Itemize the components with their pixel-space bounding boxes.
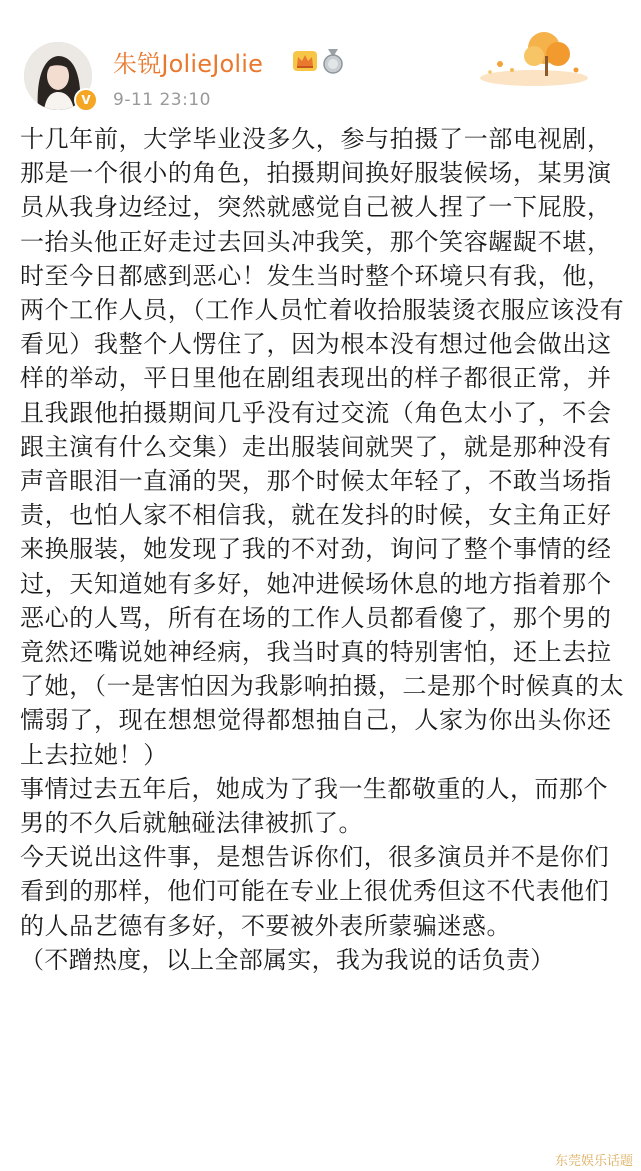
author-name[interactable]: 朱锐JolieJolie — [113, 50, 264, 78]
medal-icon[interactable] — [321, 48, 345, 74]
post-body — [20, 122, 625, 977]
autumn-tree-decoration — [478, 26, 590, 88]
verified-v-icon: V — [74, 88, 98, 112]
watermark: 东莞娱乐话题 — [554, 1154, 633, 1169]
crown-icon[interactable] — [292, 49, 318, 73]
post-paragraph: 事情过去五年后，她成为了我一生都敬重的人，而那个男的不久后就触碰法律被抓了。 — [20, 774, 608, 838]
post-paragraph: 十几年前，大学毕业没多久，参与拍摄了一部电视剧，那是一个很小的角色，拍摄期间换好服装候场，某男演员从我身边经过，突然就感觉自己被人捏了一下屁股，一抬头他正好走过去回头冲我笑，那个笑容龌龊不堪，时至今日都感到恶心！发生当时整个环境只有我，他，两个工作人员，（工作人员忙着收拾服装烫衣服应该没有看见）我整个人愣住了，因为根本没有想过他会做出这样的举动，平日里他在剧组表现出的样子都很正常，并且我跟他拍摄期间几乎没有过交流（角色太小了，不会跟主演有什么交集）走出服装间就哭了，就是那种没有声音眼泪一直涌的哭，那个时候太年轻了，不敢当场指责，也怕人家不相信我，就在发抖的时候，女主角正好来换服装，她发现了我的不对劲，询问了整个事情的经过，天知道她有多好，她冲进候场休息的地方指着那个恶心的人骂，所有在场的工作人员都看傻了，那个男的竟然还嘴说她神经病，我当时真的特别害怕，还上去拉了她，（一是害怕因为我影响拍摄，二是那个时候真的太懦弱了，现在想想觉得都想抽自己，人家为你出头你还上去拉她！） — [20, 125, 625, 769]
post-paragraph: （不蹭热度，以上全部属实，我为我说的话负责） — [20, 945, 555, 974]
post-timestamp: 9-11 23:10 — [113, 90, 211, 110]
post-paragraph: 今天说出这件事，是想告诉你们，很多演员并不是你们看到的那样，他们可能在专业上很优秀但这不代表他们的人品艺德有多好，不要被外表所蒙骗迷惑。 — [20, 843, 610, 940]
post-header — [0, 0, 641, 118]
